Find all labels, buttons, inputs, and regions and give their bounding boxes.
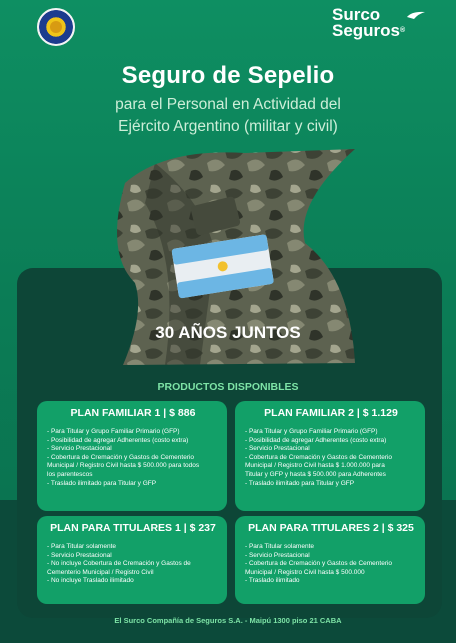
plan-item: - Para Titular solamente	[245, 543, 315, 550]
plan-item: Titular y GFP y hasta $ 500.000 para Adherentes	[245, 470, 386, 478]
plan-item: Municipal / Registro Civil hasta $ 500.000 para todos	[47, 462, 200, 470]
brand-swoosh-icon	[406, 10, 426, 20]
plan-item: - Servicio Prestacional	[245, 445, 310, 453]
plan-item: - Servicio Prestacional	[47, 551, 112, 559]
brand-line1: Surco	[332, 5, 381, 24]
brand-line2: Seguros	[332, 21, 401, 40]
plan-item: - No incluye Traslado ilimitado	[47, 577, 134, 585]
plan-item: - Para Titular solamente	[47, 543, 117, 550]
plan-item: - Cobertura de Cremación y Gastos de Cementerio	[245, 453, 393, 461]
anniversary-caption: 30 AÑOS JUNTOS	[155, 323, 301, 342]
footer-address: El Surco Compañía de Seguros S.A. - Maipú 1300 piso 21 CABA	[114, 616, 342, 625]
plan-item: - Cobertura de Cremación y Gastos de Cementerio	[245, 560, 393, 568]
subtitle-line2: Ejército Argentino (militar y civil)	[118, 118, 338, 135]
plan-item: - Traslado ilimitado para Titular y GFP	[47, 479, 157, 487]
plan-item: - Posibilidad de agregar Adherentes (costo extra)	[47, 436, 189, 444]
page-title: Seguro de Sepelio	[121, 62, 335, 89]
plan-item: los parentescos	[47, 470, 93, 478]
plan-title: PLAN PARA TITULARES 1 | $ 237	[50, 522, 216, 534]
plan-title: PLAN FAMILIAR 2 | $ 1.129	[264, 407, 398, 419]
plan-item: Municipal / Registro Civil hasta $ 500.000	[245, 568, 365, 576]
subtitle-line1: para el Personal en Actividad del	[115, 96, 341, 113]
surco-seguros-logo	[332, 7, 422, 43]
plan-item: - Servicio Prestacional	[47, 445, 112, 453]
products-heading: PRODUCTOS DISPONIBLES	[157, 381, 299, 393]
plan-item: - No incluye Cobertura de Cremación y Gastos de	[47, 560, 191, 568]
plan-item: - Cobertura de Cremación y Gastos de Cementerio	[47, 453, 195, 461]
plan-card	[235, 401, 425, 511]
plan-item: Cementerio Municipal / Registro Civil	[47, 568, 154, 576]
plan-item: Municipal / Registro Civil hasta $ 1.000.000 para	[245, 462, 385, 470]
plan-card	[37, 401, 227, 511]
plan-title: PLAN FAMILIAR 1 | $ 886	[70, 407, 196, 419]
brand-reg: ®	[400, 27, 406, 34]
plan-item: - Para Titular y Grupo Familiar Primario (GFP)	[47, 428, 180, 435]
plan-item: - Traslado ilimitado para Titular y GFP	[245, 479, 355, 487]
plan-title: PLAN PARA TITULARES 2 | $ 325	[248, 522, 414, 534]
plan-item: - Posibilidad de agregar Adherentes (costo extra)	[245, 436, 387, 444]
plan-item: - Traslado ilimitado	[245, 577, 300, 585]
plan-item: - Para Titular y Grupo Familiar Primario (GFP)	[245, 428, 378, 435]
plan-card	[37, 516, 227, 604]
plan-card	[235, 516, 425, 604]
army-seal-icon	[37, 8, 75, 46]
plan-item: - Servicio Prestacional	[245, 551, 310, 559]
